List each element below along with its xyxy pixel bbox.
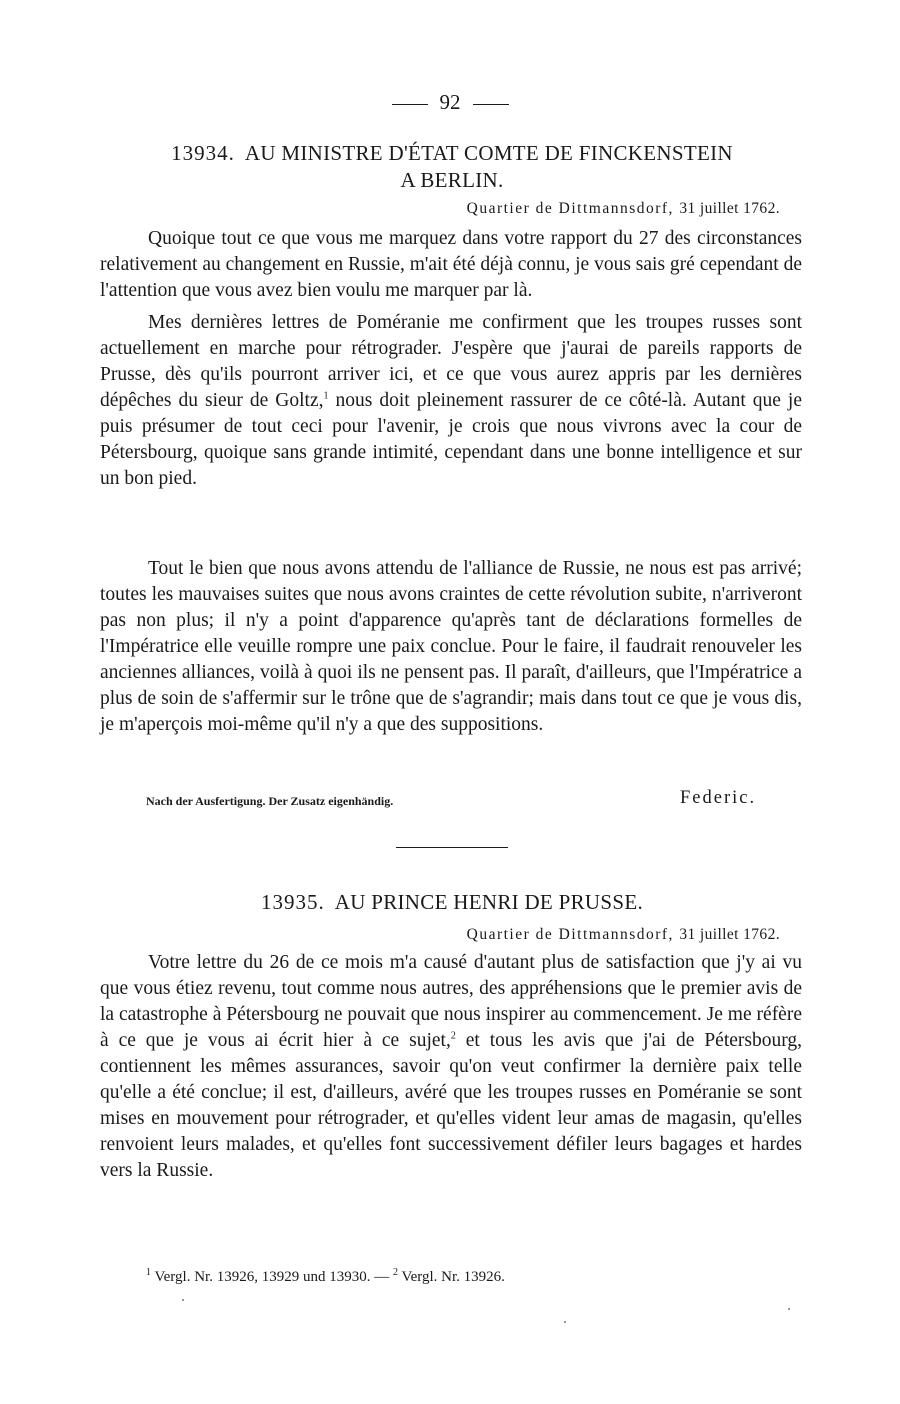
letter-1-heading (104, 140, 800, 194)
page-number-dash-right (473, 104, 509, 105)
letter-2-heading (104, 889, 800, 916)
letter-1-paragraph-2-text: Mes dernières lettres de Poméranie me confirment que les troupes russes sont actuellement en marche pour rétrograder. J'espère que j'aurai de pareils rapports de Prusse, dès qu'ils pourront arriver ici, et ce que vous aurez appris par les dernières dépêches du sieur de Goltz, (100, 312, 802, 411)
scan-speck (564, 1321, 566, 1323)
letter-1-postscript (100, 556, 802, 738)
letter-1-source-note: Nach der Ausfertigung. Der Zusatz eigenhändig. (146, 794, 394, 808)
letter-1-paragraph-2-continued: nous doit pleinement rassurer de ce côté-là. Autant que je puis présumer de tout ceci pour l'avenir, je crois que nous vivrons avec la cour de Pétersbourg, quoique sans grande intimité, cependant dans une bonne intelligence et sur un bon pied. (100, 390, 803, 489)
letter-separator-rule (396, 847, 508, 848)
scan-speck (182, 1299, 184, 1301)
footnote-2-text: Vergl. Nr. 13926. (401, 1269, 505, 1285)
page-number-dash-left (392, 104, 428, 105)
letter-2-dateline (467, 924, 780, 946)
letter-2-paragraph-1-text: Votre lettre du 26 de ce mois m'a causé d'autant plus de satisfaction que j'y ai vu que vous étiez revenu, tout comme nous autres, des appréhensions que le premier avis de la catastrophe à Pétersbourg ne pouvait que nous inspirer au commencement. Je me réfère à ce que je vous ai écrit hier à ce sujet, (100, 952, 802, 1051)
footnote-2-marker: 2 (392, 1267, 398, 1278)
letter-1-dateline (467, 198, 780, 220)
letter-1-signature: Federic. (680, 788, 757, 808)
letter-2-date: 31 juillet 1762. (679, 926, 780, 943)
page-number: 92 (439, 90, 461, 114)
letter-2-number: 13935. (261, 890, 325, 914)
footnote-1-text: Vergl. Nr. 13926, 13929 und 13930. — (154, 1269, 390, 1285)
letter-2-body (100, 950, 802, 1184)
letter-1-recipient: AU MINISTRE D'ÉTAT COMTE DE FINCKENSTEIN (244, 141, 733, 165)
letter-1-number: 13934. (171, 141, 235, 165)
letter-1-body (100, 226, 802, 492)
page-number-row (0, 88, 900, 116)
letter-2-paragraph-1-continued: et tous les avis que j'ai de Pétersbourg, contiennent les mêmes assurances, savoir qu'on veut confirmer la dernière paix telle qu'elle a été conclue; il est, d'ailleurs, avéré que les troupes russes en Poméranie se sont mises en mouvement pour rétrograder, et qu'elles vident leur amas de magasin, qu'elles renvoient leurs malades, et qu'elles font successivement défiler leurs bagages et hardes vers la Russie. (100, 1030, 802, 1181)
letter-1-paragraph-3: Tout le bien que nous avons attendu de l'alliance de Russie, ne nous est pas arrivé; toutes les mauvaises suites que nous avons craintes de cette révolution subite, n'arriveront pas non plus; il n'y a point d'apparence qu'après tant de déclarations formelles de l'Impératrice elle veuille rompre une paix conclue. Pour le faire, il faudrait renouveler les anciennes alliances, voilà à quoi ils ne pensent pas. Il paraît, d'ailleurs, que l'Impératrice a plus de soin de s'affermir sur le trône que de s'agrandir; mais dans tout ce que je vous dis, je m'aperçois moi-même qu'il n'y a que des suppositions. (100, 558, 802, 735)
scan-speck (788, 1308, 790, 1310)
letter-1-heading-line1 (104, 140, 800, 167)
letter-1-paragraph-2 (100, 310, 802, 492)
footnotes (146, 1266, 505, 1288)
footnote-1-marker: 1 (146, 1267, 151, 1278)
footnote-reference-1: 1 (323, 390, 329, 402)
letter-2-place: Quartier de Dittmannsdorf, (466, 926, 674, 943)
letter-1-heading-line2: A BERLIN. (400, 168, 504, 192)
letter-1-date: 31 juillet 1762. (679, 200, 780, 217)
letter-2-paragraph-1 (100, 950, 802, 1184)
letter-2-heading-line1 (104, 889, 800, 916)
letter-1-place: Quartier de Dittmannsdorf, (466, 200, 674, 217)
letter-2-recipient: AU PRINCE HENRI DE PRUSSE. (334, 890, 643, 914)
letter-1-paragraph-1: Quoique tout ce que vous me marquez dans votre rapport du 27 des circonstances relativement au changement en Russie, m'ait été déjà connu, je vous sais gré cependant de l'attention que vous avez bien voulu me marquer par là. (100, 228, 803, 301)
footnote-reference-2: 2 (450, 1030, 456, 1042)
